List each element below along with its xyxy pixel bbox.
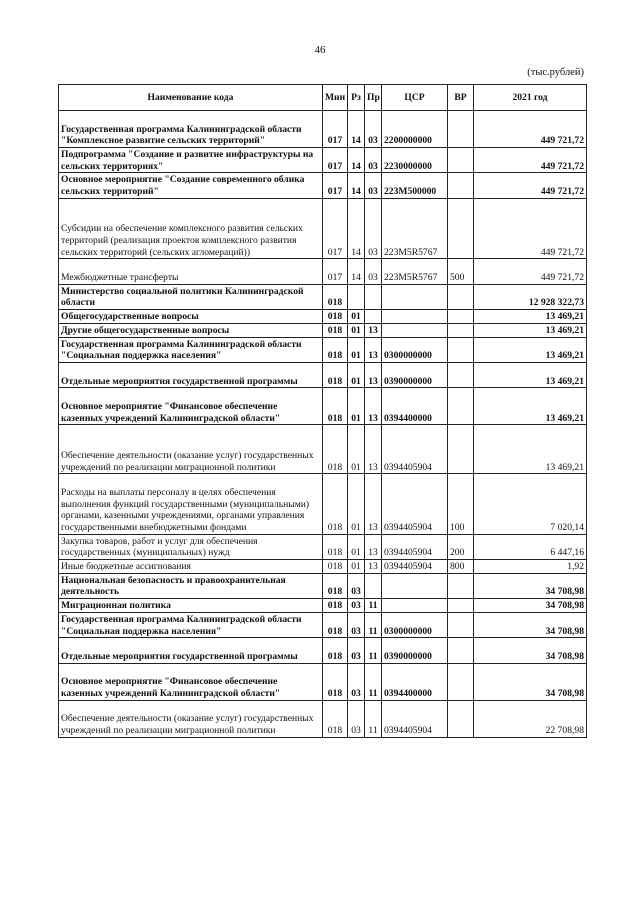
cell-rz: 03 (348, 573, 365, 598)
cell-min: 017 (323, 173, 348, 198)
table-row (59, 573, 587, 598)
cell-name: Закупка товаров, работ и услуг для обеспечения государственных (муниципальных) нужд (59, 534, 323, 559)
cell-amount: 13 469,21 (474, 323, 587, 337)
cell-name: Государственная программа Калининградской области "Социальная поддержка населения" (59, 337, 323, 362)
cell-vr (448, 362, 474, 387)
cell-vr: 800 (448, 560, 474, 574)
cell-vr (448, 663, 474, 700)
cell-min: 018 (323, 310, 348, 324)
cell-name: Другие общегосударственные вопросы (59, 323, 323, 337)
cell-rz: 01 (348, 362, 365, 387)
cell-min: 017 (323, 198, 348, 259)
cell-name: Национальная безопасность и правоохранительная деятельность (59, 573, 323, 598)
cell-csr: 223М5R5767 (382, 259, 448, 284)
cell-name: Обеспечение деятельности (оказание услуг) государственных учреждений по реализации миграционной политики (59, 425, 323, 474)
cell-min: 018 (323, 700, 348, 737)
cell-vr (448, 323, 474, 337)
cell-vr (448, 425, 474, 474)
cell-min: 017 (323, 148, 348, 173)
cell-amount: 13 469,21 (474, 337, 587, 362)
cell-pr (365, 573, 382, 598)
cell-amount: 12 928 322,73 (474, 284, 587, 309)
header-rz: Рз (348, 85, 365, 111)
cell-csr: 0390000000 (382, 638, 448, 663)
cell-vr (448, 337, 474, 362)
cell-name: Общегосударственные вопросы (59, 310, 323, 324)
cell-name: Расходы на выплаты персоналу в целях обеспечения выполнения функций государственными (муниципальными) органами, казенными учреждениями, органами управления государственными внебюджетными фондами (59, 474, 323, 535)
cell-vr (448, 310, 474, 324)
cell-pr: 13 (365, 534, 382, 559)
cell-pr: 13 (365, 425, 382, 474)
cell-csr: 0394405904 (382, 700, 448, 737)
table-row (59, 700, 587, 737)
table-row (59, 337, 587, 362)
cell-vr (448, 599, 474, 613)
cell-min: 018 (323, 534, 348, 559)
table-row (59, 663, 587, 700)
cell-vr (448, 612, 474, 637)
cell-pr: 13 (365, 474, 382, 535)
table-row (59, 534, 587, 559)
cell-name: Основное мероприятие "Финансовое обеспечение казенных учреждений Калининградской области" (59, 388, 323, 425)
cell-vr (448, 284, 474, 309)
cell-min: 018 (323, 663, 348, 700)
cell-min: 018 (323, 560, 348, 574)
cell-rz: 03 (348, 599, 365, 613)
cell-min: 018 (323, 337, 348, 362)
cell-rz: 01 (348, 323, 365, 337)
budget-table (58, 84, 587, 738)
cell-rz: 01 (348, 310, 365, 324)
cell-pr: 13 (365, 337, 382, 362)
cell-name: Иные бюджетные ассигнования (59, 560, 323, 574)
cell-rz: 14 (348, 173, 365, 198)
cell-name: Государственная программа Калининградской области "Социальная поддержка населения" (59, 612, 323, 637)
page-number: 46 (314, 44, 326, 56)
cell-rz: 14 (348, 198, 365, 259)
cell-rz: 01 (348, 474, 365, 535)
cell-rz: 01 (348, 534, 365, 559)
cell-min: 018 (323, 284, 348, 309)
cell-name: Министерство социальной политики Калининградской области (59, 284, 323, 309)
header-year: 2021 год (474, 85, 587, 111)
cell-amount: 1,92 (474, 560, 587, 574)
cell-amount: 7 020,14 (474, 474, 587, 535)
cell-amount: 449 721,72 (474, 259, 587, 284)
cell-name: Подпрограмма "Создание и развитие инфраструктуры на сельских территориях" (59, 148, 323, 173)
cell-vr: 200 (448, 534, 474, 559)
cell-csr: 0300000000 (382, 612, 448, 637)
cell-amount: 34 708,98 (474, 663, 587, 700)
header-name: Наименование кода (59, 85, 323, 111)
table-row (59, 362, 587, 387)
cell-pr: 13 (365, 323, 382, 337)
cell-min: 018 (323, 425, 348, 474)
cell-vr: 500 (448, 259, 474, 284)
cell-csr: 223М500000 (382, 173, 448, 198)
table-row (59, 388, 587, 425)
cell-csr: 0394405904 (382, 534, 448, 559)
table-row (59, 474, 587, 535)
cell-csr: 0300000000 (382, 337, 448, 362)
cell-csr: 223М5R5767 (382, 198, 448, 259)
cell-rz: 01 (348, 560, 365, 574)
cell-rz: 01 (348, 337, 365, 362)
cell-pr (365, 310, 382, 324)
header-row (59, 85, 587, 111)
cell-pr: 11 (365, 663, 382, 700)
cell-csr (382, 310, 448, 324)
cell-pr: 13 (365, 362, 382, 387)
cell-name: Отдельные мероприятия государственной программы (59, 638, 323, 663)
cell-csr: 2230000000 (382, 148, 448, 173)
cell-min: 018 (323, 599, 348, 613)
cell-pr: 11 (365, 638, 382, 663)
table-row (59, 599, 587, 613)
cell-name: Межбюджетные трансферты (59, 259, 323, 284)
cell-min: 018 (323, 474, 348, 535)
header-vr: ВР (448, 85, 474, 111)
table-row (59, 638, 587, 663)
cell-amount: 6 447,16 (474, 534, 587, 559)
cell-vr: 100 (448, 474, 474, 535)
cell-pr: 13 (365, 560, 382, 574)
cell-rz: 03 (348, 638, 365, 663)
cell-csr (382, 573, 448, 598)
cell-vr (448, 573, 474, 598)
table-row (59, 148, 587, 173)
table-row (59, 173, 587, 198)
cell-name: Обеспечение деятельности (оказание услуг) государственных учреждений по реализации миграционной политики (59, 700, 323, 737)
cell-csr: 0394400000 (382, 663, 448, 700)
cell-amount: 34 708,98 (474, 638, 587, 663)
cell-min: 018 (323, 638, 348, 663)
cell-pr: 03 (365, 259, 382, 284)
cell-min: 017 (323, 111, 348, 148)
table-row (59, 612, 587, 637)
header-csr: ЦСР (382, 85, 448, 111)
table-row (59, 198, 587, 259)
cell-amount: 13 469,21 (474, 388, 587, 425)
table-row (59, 284, 587, 309)
cell-csr (382, 323, 448, 337)
cell-csr: 0390000000 (382, 362, 448, 387)
cell-csr: 2200000000 (382, 111, 448, 148)
cell-min: 017 (323, 259, 348, 284)
cell-pr: 13 (365, 388, 382, 425)
cell-vr (448, 173, 474, 198)
cell-rz: 01 (348, 388, 365, 425)
table-row (59, 259, 587, 284)
cell-name: Государственная программа Калининградской области "Комплексное развитие сельских территорий" (59, 111, 323, 148)
cell-min: 018 (323, 573, 348, 598)
table-row (59, 425, 587, 474)
cell-vr (448, 111, 474, 148)
cell-csr (382, 284, 448, 309)
cell-csr: 0394405904 (382, 425, 448, 474)
header-min: Мин (323, 85, 348, 111)
cell-rz: 03 (348, 700, 365, 737)
cell-pr: 11 (365, 599, 382, 613)
cell-pr: 11 (365, 612, 382, 637)
cell-name: Субсидии на обеспечение комплексного развития сельских территорий (реализация проектов комплексного развития сельских территорий (сельских агломераций)) (59, 198, 323, 259)
cell-rz: 03 (348, 663, 365, 700)
cell-csr (382, 599, 448, 613)
cell-amount: 34 708,98 (474, 599, 587, 613)
cell-min: 018 (323, 388, 348, 425)
cell-pr (365, 284, 382, 309)
cell-amount: 22 708,98 (474, 700, 587, 737)
units-label: (тыс.рублей) (527, 67, 584, 78)
cell-amount: 449 721,72 (474, 148, 587, 173)
table-row (59, 323, 587, 337)
cell-rz: 01 (348, 425, 365, 474)
cell-rz: 03 (348, 612, 365, 637)
cell-vr (448, 638, 474, 663)
cell-name: Основное мероприятие "Создание современного облика сельских территорий" (59, 173, 323, 198)
cell-vr (448, 700, 474, 737)
cell-min: 018 (323, 323, 348, 337)
cell-csr: 0394405904 (382, 474, 448, 535)
cell-rz: 14 (348, 111, 365, 148)
cell-pr: 03 (365, 111, 382, 148)
cell-min: 018 (323, 612, 348, 637)
cell-vr (448, 198, 474, 259)
cell-pr: 03 (365, 148, 382, 173)
cell-amount: 13 469,21 (474, 362, 587, 387)
table-row (59, 560, 587, 574)
cell-amount: 449 721,72 (474, 198, 587, 259)
cell-pr: 03 (365, 173, 382, 198)
cell-rz (348, 284, 365, 309)
cell-rz: 14 (348, 148, 365, 173)
cell-amount: 34 708,98 (474, 612, 587, 637)
cell-name: Основное мероприятие "Финансовое обеспечение казенных учреждений Калининградской области" (59, 663, 323, 700)
table-row (59, 310, 587, 324)
table-row (59, 111, 587, 148)
cell-vr (448, 148, 474, 173)
cell-csr: 0394405904 (382, 560, 448, 574)
cell-amount: 13 469,21 (474, 425, 587, 474)
cell-rz: 14 (348, 259, 365, 284)
cell-amount: 449 721,72 (474, 173, 587, 198)
cell-min: 018 (323, 362, 348, 387)
cell-pr: 03 (365, 198, 382, 259)
cell-pr: 11 (365, 700, 382, 737)
cell-csr: 0394400000 (382, 388, 448, 425)
header-pr: Пр (365, 85, 382, 111)
cell-amount: 34 708,98 (474, 573, 587, 598)
cell-name: Отдельные мероприятия государственной программы (59, 362, 323, 387)
cell-amount: 13 469,21 (474, 310, 587, 324)
cell-amount: 449 721,72 (474, 111, 587, 148)
cell-vr (448, 388, 474, 425)
cell-name: Миграционная политика (59, 599, 323, 613)
